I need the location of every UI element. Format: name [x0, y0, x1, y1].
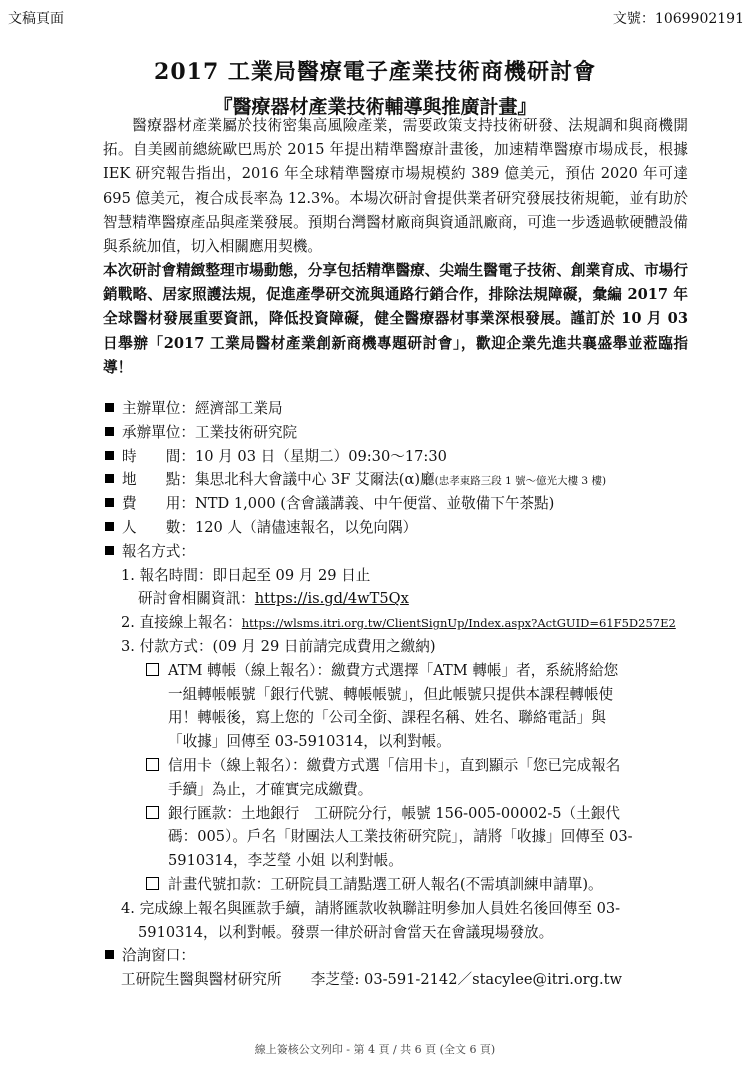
internal-text: 計畫代號扣款：工研院員工請點選工研人報名(不需填訓練申請單)。 [168, 875, 603, 893]
info-link-row [103, 587, 676, 611]
time-label: 時 間： [122, 447, 195, 465]
square-bullet-icon [105, 427, 114, 436]
bank-option-line-1 [103, 802, 676, 826]
organizer-label: 主辦單位： [122, 400, 195, 417]
info-link-label: 研討會相關資訊： [138, 590, 255, 608]
contact-label: 洽詢窗口： [122, 947, 195, 965]
card-option-line-1 [103, 754, 676, 778]
card-option-line-2: 手續」為止，才確實完成繳費。 [168, 780, 373, 798]
event-paragraph: 本次研討會精緻整理市場動態，分享包括精準醫療、尖端生醫電子技術、創業育成、市場行銷戰略、居家照護法規，促進產學研交流與通路行銷合作，排除法規障礙，彙編 2017 年全球醫材發展重要資訊，降低投資障礙，健全醫療器材事業深根發展。謹訂於 10 月 03 日舉辦「2017 工業局醫材產業創新商機專題研討會」，歡迎企業先進共襄盛舉並蒞臨指導！ [103, 262, 688, 376]
square-bullet-icon [105, 403, 114, 412]
fee-row [103, 492, 676, 516]
square-bullet-icon [105, 498, 114, 507]
bank-option-line-3: 5910314，李芝瑩 小姐 以利對帳。 [168, 852, 403, 870]
seats-label: 人 數： [122, 518, 195, 536]
contact-row [103, 944, 676, 968]
registration-item-4-line-1: 4. 完成線上報名與匯款手續，請將匯款收執聯註明參加人員姓名後回傳至 03- [121, 899, 621, 917]
coorganizer-row [103, 421, 676, 445]
square-bullet-icon [105, 451, 114, 460]
registration-item-1: 1. 報名時間：即日起至 09 月 29 日止 [121, 566, 371, 584]
registration-row [103, 540, 676, 564]
signup-label: 2. 直接線上報名： [121, 614, 242, 632]
place-note: (忠孝東路三段 1 號～億光大樓 3 樓) [434, 475, 607, 488]
contact-line: 工研院生醫與醫材研究所 李芝瑩: 03-591-2142／stacylee@itri.org.tw [121, 971, 622, 989]
card-text-1: 信用卡（線上報名）：繳費方式選「信用卡」，直到顯示「您已完成報名 [168, 756, 621, 774]
checkbox-icon [146, 806, 159, 819]
checkbox-icon [146, 758, 159, 771]
time-value: 10 月 03 日（星期二）09:30～17:30 [194, 447, 447, 465]
atm-option-line-1 [103, 659, 676, 683]
atm-text-1: ATM 轉帳（線上報名）：繳費方式選擇「ATM 轉帳」者，系統將給您 [168, 661, 619, 679]
bank-option-line-2: 碼：005）。戶名「財團法人工業技術研究院」，請將「收據」回傳至 03- [168, 828, 633, 846]
square-bullet-icon [105, 474, 114, 483]
header-page-type: 文稿頁面 [8, 11, 64, 27]
page-footer: 線上簽核公文列印 - 第 4 頁 / 共 6 頁 (全文 6 頁) [254, 1043, 496, 1056]
organizer-row [103, 397, 676, 421]
checkbox-icon [146, 663, 159, 676]
registration-item-2 [103, 611, 676, 635]
atm-option-line-2: 一組轉帳帳號「銀行代號、轉帳帳號」，但此帳號只提供本課程轉帳使 [168, 685, 614, 703]
registration-label: 報名方式： [122, 542, 195, 560]
organizer-value: 經濟部工業局 [194, 400, 283, 417]
seats-row [103, 516, 676, 540]
coorganizer-label: 承辦單位： [122, 423, 195, 441]
atm-option-line-4: 「收據」回傳至 03-5910314，以利對帳。 [168, 733, 451, 751]
checkbox-icon [146, 877, 159, 890]
info-link[interactable]: https://is.gd/4wT5Qx [254, 590, 409, 608]
fee-value: NTD 1,000 (含會議講義、中午便當、並敬備下午茶點) [194, 495, 555, 513]
place-row [103, 468, 676, 492]
place-value: 集思北科大會議中心 3F 艾爾法(α)廳 [194, 471, 435, 489]
fee-label: 費 用： [122, 495, 195, 513]
square-bullet-icon [105, 546, 114, 555]
header-document-number: 文號：1069902191 [612, 11, 744, 27]
event-info-list [103, 397, 676, 992]
page-subtitle: 『醫療器材產業技術輔導與推廣計畫』 [213, 96, 537, 118]
square-bullet-icon [105, 950, 114, 959]
place-label: 地 點： [122, 471, 195, 489]
registration-item-3: 3. 付款方式：(09 月 29 日前請完成費用之繳納) [121, 637, 436, 655]
coorganizer-value: 工業技術研究院 [194, 423, 298, 441]
bank-text-1: 銀行匯款：土地銀行 工研院分行，帳號 156-005-00002-5（土銀代 [168, 804, 620, 822]
registration-item-4-line-2: 5910314，以利對帳。發票一律於研討會當天在會議現場發放。 [138, 923, 554, 941]
intro-paragraph: 醫療器材產業屬於技術密集高風險產業，需要政策支持技術研發、法規調和與商機開拓。自美國前總統歐巴馬於 2015 年提出精準醫療計畫後，加速精準醫療市場成長，根據 IEK 研究報告指出，2016 年全球精準醫療市場規模約 389 億美元，預估 2020 年可達 695 億美元，複合成長率為 12.3%。本場次研討會提供業者研究發展技術規範，並有助於智慧精準醫療產品與產業發展。預期台灣醫材廠商與資通訊廠商，可進一步透過軟硬體設備與系統加值，切入相關應用契機。 [103, 117, 688, 256]
atm-option-line-3: 用！轉帳後，寫上您的「公司全銜、課程名稱、姓名、聯絡電話」與 [168, 709, 606, 727]
internal-option-line [103, 873, 676, 897]
signup-link[interactable]: https://wlsms.itri.org.tw/ClientSignUp/Index.aspx?ActGUID=61F5D257E2 [241, 616, 676, 631]
seats-value: 120 人（請儘速報名，以免向隅） [194, 518, 418, 536]
page-title: 2017 工業局醫療電子產業技術商機研討會 [154, 59, 596, 85]
square-bullet-icon [105, 522, 114, 531]
time-row [103, 445, 676, 469]
